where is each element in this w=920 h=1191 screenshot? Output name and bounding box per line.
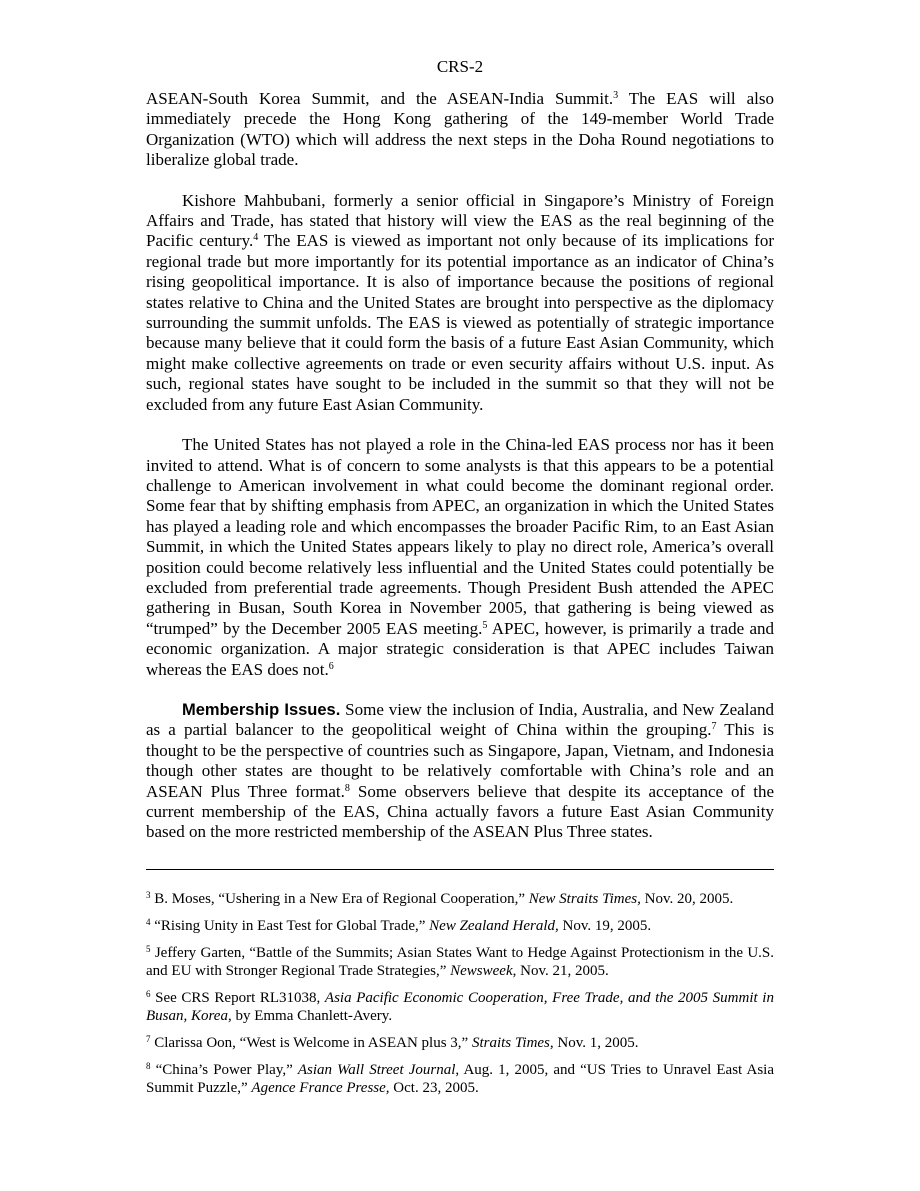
paragraph-4 [146,700,774,843]
footnote-ref[interactable]: 3 [613,90,619,101]
footnote-text: Jeffery Garten, “Battle of the Summits; Asian States Want to Hedge Against Protectionism in the U.S. and EU with Stronger Regional Trade Strategies,” [146,944,774,979]
footnote-4 [146,917,774,935]
footnote-ref[interactable]: 8 [344,782,350,794]
footnote-text: Nov. 19, 2005. [558,917,652,934]
footnote-source: Newsweek [450,962,513,979]
footnote-text: “China’s Power Play,” [150,1061,298,1078]
footnote-ref[interactable]: 4 [253,232,259,244]
footnote-6 [146,989,774,1025]
paragraph-text: Some observers believe that despite its acceptance of the current membership of the EAS, China actually favors a future East Asian Community based on the more restricted membership of the ASEAN Plus Three states. [146,781,774,842]
footnote-number: 3 [146,889,151,900]
footnote-5 [146,944,774,980]
footnote-source: New Straits Times, [528,890,641,907]
footnote-source: Straits Times, [471,1034,554,1051]
paragraph-text: Some view the inclusion of India, Australia, and New Zealand as a partial balancer to the geopolitical weight of China within the grouping. [146,699,774,740]
footnote-ref[interactable]: 6 [328,660,334,672]
section-heading: Membership Issues. [182,700,341,719]
footnote-text: Clarissa Oon, “West is Welcome in ASEAN plus 3,” [150,1034,472,1051]
paragraph-text: ASEAN-South Korea Summit, and the ASEAN-India Summit. [146,89,614,108]
footnote-number: 7 [146,1033,151,1044]
footnote-source: Asian Wall Street Journal [297,1061,456,1078]
footnote-text: Nov. 20, 2005. [640,890,734,907]
footnote-number: 6 [146,988,151,999]
footnote-text: Oct. 23, 2005. [389,1079,479,1096]
paragraph-text: This is thought to be the perspective of countries such as Singapore, Japan, Vietnam, and Indonesia though other states are thought to be relatively comfortable with China’s role and an ASEAN Plus Three format. [146,720,774,801]
footnote-number: 5 [146,943,151,954]
footnote-ref[interactable]: 5 [482,619,488,631]
footnote-number: 8 [146,1060,151,1071]
footnote-text: Nov. 1, 2005. [553,1034,639,1051]
paragraph-text: The EAS is viewed as important not only because of its implications for regional trade but more importantly for its potential importance as an indicator of China’s rising geopolitical importance. It is also of importance because the positions of regional states relative to China and the United States are brought into perspective as the diplomacy surrounding the summit unfolds. The EAS is viewed as potentially of strategic importance because many believe that it could form the basis of a future East Asian Community, which might make collective agreements on trade or even security affairs without U.S. input. As such, regional states have sought to be included in the summit so that they will not be excluded from any future East Asian Community. [146,231,774,414]
paragraph-2 [146,191,774,415]
paragraph-text: The EAS will also immediately precede the Hong Kong gathering of the 149-member World Trade Organization (WTO) which will address the next steps in the Doha Round negotiations to liberalize global trade. [146,89,774,170]
footnote-text: See CRS Report RL31038, [150,989,325,1006]
footnote-source: Asia Pacific Economic Cooperation, Free Trade, and the 2005 Summit in Busan, Korea [146,989,774,1024]
document-page [146,0,774,1106]
paragraph-text: APEC, however, is primarily a trade and economic organization. A major strategic consideration is that APEC includes Taiwan whereas the EAS does not. [146,618,775,679]
footnote-source: New Zealand Herald, [429,917,559,934]
footnote-text: , by Emma Chanlett-Avery. [227,1007,393,1024]
footnote-text: , Nov. 21, 2005. [512,962,609,979]
paragraph-3 [146,435,774,680]
footnote-ref[interactable]: 7 [711,721,717,733]
paragraph-text: The United States has not played a role in the China-led EAS process nor has it been invited to attend. What is of concern to some analysts is that this appears to be a potential challenge to American involvement in what could become the dominant regional order. Some fear that by shifting emphasis from APEC, an organization in which the United States has played a leading role and which encompasses the broader Pacific Rim, to an East Asian Summit, in which the United States appears likely to play no direct role, America’s overall position could become relatively less influential and the United States could potentially be excluded from preferential trade agreements. Though President Bush attended the APEC gathering in Busan, South Korea in November 2005, that gathering is being viewed as “trumped” by the December 2005 EAS meeting. [146,435,774,638]
page-number: CRS-2 [436,57,484,76]
footnote-divider [146,869,774,870]
paragraph-1 [146,89,774,171]
footnote-number: 4 [146,916,151,927]
footnote-3 [146,890,774,908]
footnote-text: , Aug. 1, 2005, and “US Tries to Unravel East Asia Summit Puzzle,” [146,1061,774,1096]
footnote-text: B. Moses, “Ushering in a New Era of Regional Cooperation,” [150,890,529,907]
footnote-source: Agence France Presse, [251,1079,390,1096]
footnote-7 [146,1034,774,1052]
footnote-8 [146,1061,774,1097]
paragraph-text: Kishore Mahbubani, formerly a senior official in Singapore’s Ministry of Foreign Affairs and Trade, has stated that history will view the EAS as the real beginning of the Pacific century. [146,190,774,251]
footnote-text: “Rising Unity in East Test for Global Trade,” [150,917,430,934]
